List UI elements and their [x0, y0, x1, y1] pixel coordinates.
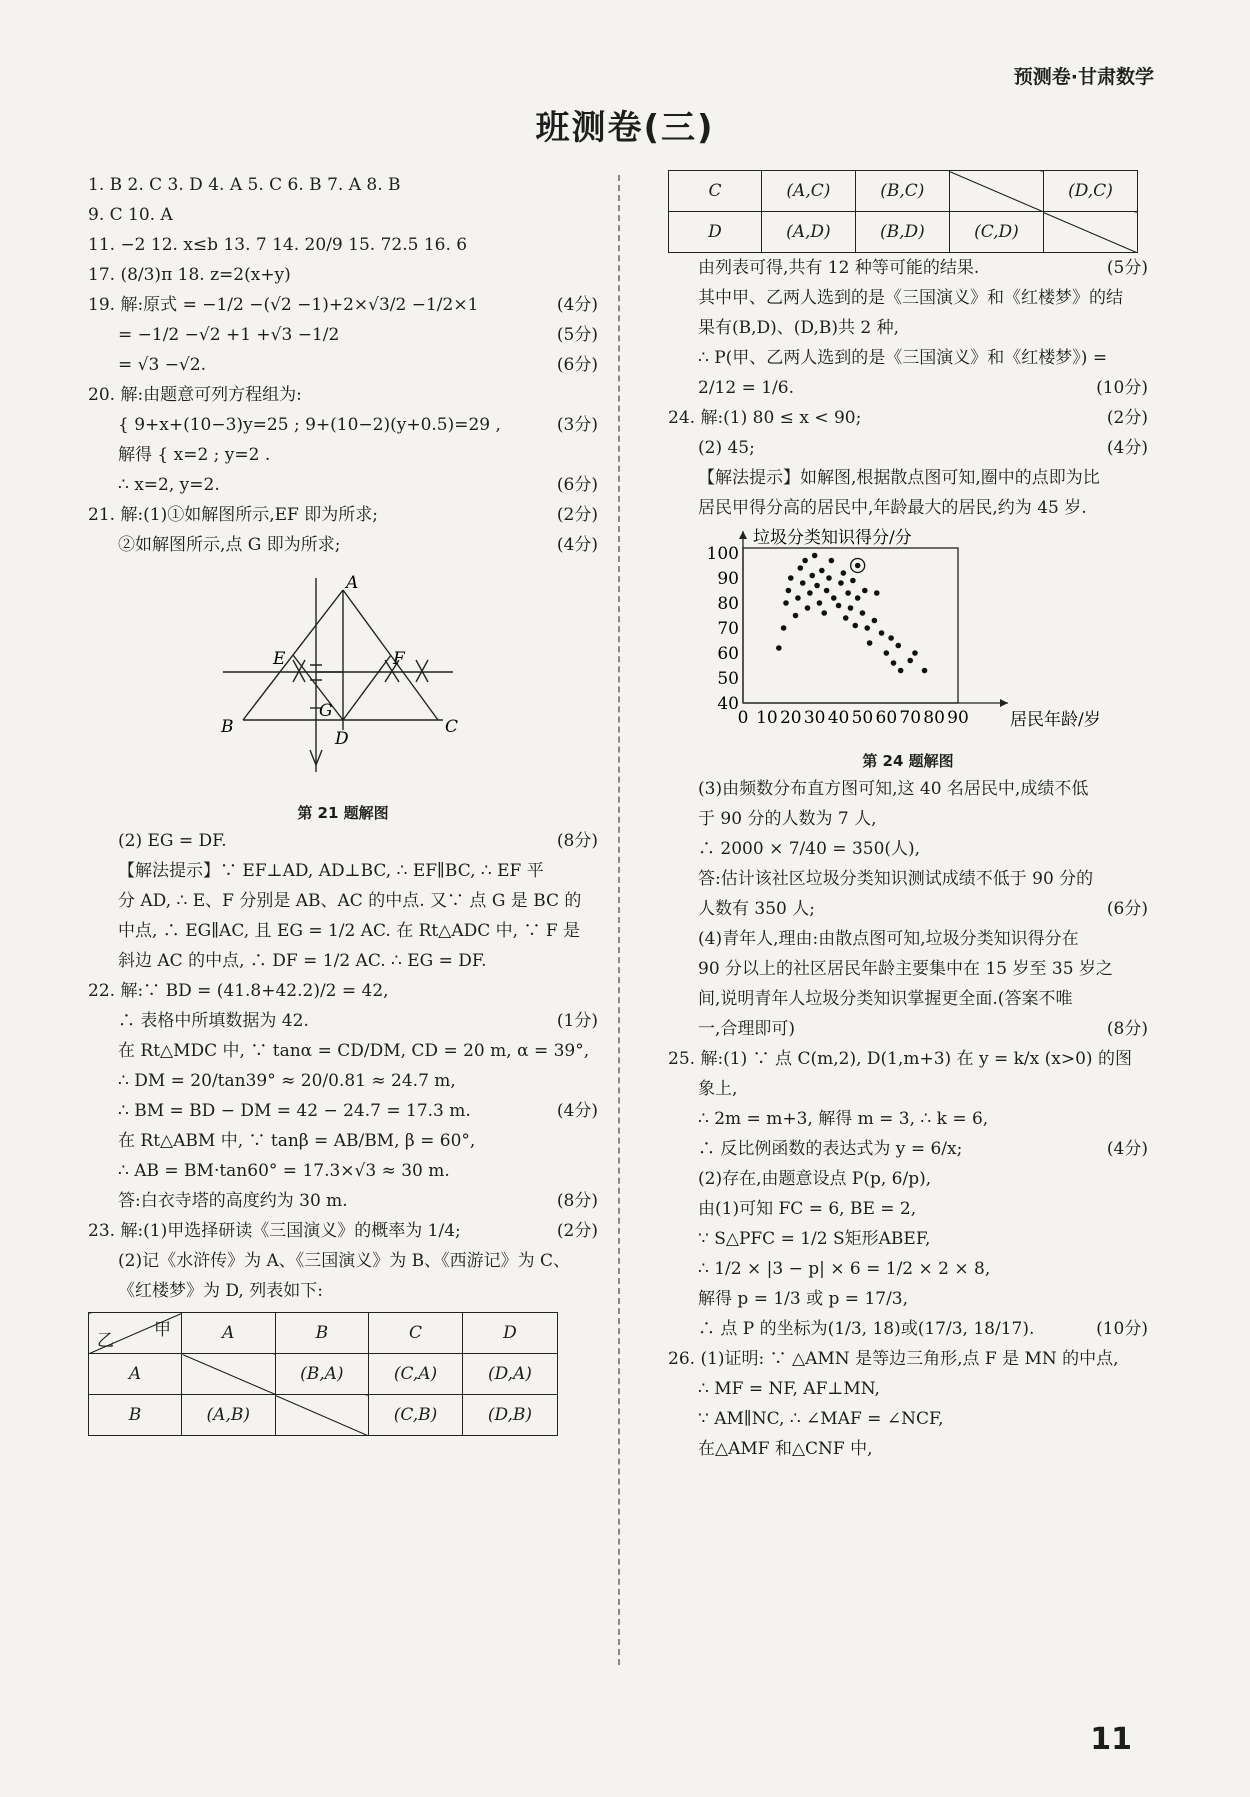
answer-text: 《红楼梦》为 D, 列表如下:: [118, 1281, 323, 1301]
answer-text: (2)存在,由题意设点 P(p, 6/p),: [698, 1169, 932, 1189]
table-cell: (B,D): [855, 212, 949, 253]
answer-line: [88, 1276, 598, 1306]
answer-text: ∴ x=2, y=2.: [118, 475, 220, 495]
answer-text: ∴ DM = 20/tan39° ≈ 20/0.81 ≈ 24.7 m,: [118, 1071, 456, 1091]
page-title: 班测卷(三): [535, 108, 715, 148]
y-axis-arrow: [739, 531, 747, 539]
answer-text: (3)由频数分布直方图可知,这 40 名居民中,成绩不低: [698, 779, 1089, 799]
answer-text: 26. (1)证明: ∵ △AMN 是等边三角形,点 F 是 MN 的中点,: [668, 1349, 1119, 1369]
answer-text: 中点, ∴ EG∥AC, 且 EG = 1/2 AC. 在 Rt△ADC 中, ∵ F 是: [118, 921, 581, 941]
answer-text: ∵ S△PFC = 1/2 S矩形ABEF,: [698, 1229, 931, 1249]
answer-text: 其中甲、乙两人选到的是《三国演义》和《红楼梦》的结: [698, 288, 1123, 308]
answer-line: [668, 1044, 1148, 1074]
table-cell: (B,C): [855, 171, 949, 212]
answer-text: ∵ AM∥NC, ∴ ∠MAF = ∠NCF,: [698, 1409, 944, 1429]
fig21-label-A: A: [346, 573, 359, 593]
scatter-point: [850, 578, 856, 584]
plot-frame: [743, 548, 958, 703]
scatter-point: [907, 658, 913, 664]
y-tick-label: 40: [717, 694, 739, 714]
table-cell: (C,A): [369, 1354, 463, 1395]
answer-text: 斜边 AC 的中点, ∴ DF = 1/2 AC. ∴ EG = DF.: [118, 951, 487, 971]
table-row-header: C: [669, 171, 762, 212]
answer-text: 【解法提示】∵ EF⊥AD, AD⊥BC, ∴ EF∥BC, ∴ EF 平: [118, 861, 544, 881]
x-tick-label: 10: [756, 708, 778, 728]
scatter-point: [872, 618, 878, 624]
table-cell: [1043, 212, 1137, 253]
scatter-point: [860, 610, 866, 616]
answer-text: 90 分以上的社区居民年龄主要集中在 15 岁至 35 岁之: [698, 959, 1113, 979]
figure-24-caption: 第 24 题解图: [862, 752, 954, 770]
answer-line: [88, 500, 598, 530]
answer-line: [88, 946, 598, 976]
answer-line: [668, 253, 1148, 283]
scatter-point: [895, 643, 901, 649]
answer-line: [668, 403, 1148, 433]
answer-line: [88, 1036, 598, 1066]
answer-text: ∴ MF = NF, AF⊥MN,: [698, 1379, 880, 1399]
answer-line: [668, 343, 1148, 373]
answer-text: 24. 解:(1) 80 ≤ x < 90;: [668, 408, 862, 428]
answer-text: 22. 解:∵ BD = (41.8+42.2)/2 = 42,: [88, 981, 389, 1001]
fig21-label-C: C: [445, 717, 459, 737]
answer-text: 解得 { x=2 ; y=2 .: [118, 445, 271, 465]
answer-line: [88, 1186, 598, 1216]
answer-text: 2/12 = 1/6.: [698, 378, 794, 398]
scatter-point: [888, 635, 894, 641]
answer-text: ∴ 点 P 的坐标为(1/3, 18)或(17/3, 18/17).: [698, 1319, 1035, 1339]
x-tick-label: 0: [737, 708, 749, 728]
table-col-header: B: [275, 1313, 369, 1354]
answer-text: (2) 45;: [698, 438, 755, 458]
scatter-point: [805, 605, 811, 611]
answer-line: [88, 856, 598, 886]
answer-text: 果有(B,D)、(D,B)共 2 种,: [698, 318, 900, 338]
answer-line: [88, 1096, 598, 1126]
answer-line: [668, 1074, 1148, 1104]
scatter-point: [843, 615, 849, 621]
x-tick-label: 70: [899, 708, 922, 728]
answer-text: 9. C 10. A: [88, 205, 173, 225]
answer-text: = −1/2 −√2 +1 +√3 −1/2: [118, 325, 340, 345]
answer-line: [668, 1194, 1148, 1224]
answer-line: [668, 313, 1148, 343]
answer-line: [88, 1066, 598, 1096]
answer-text: 在 Rt△MDC 中, ∵ tanα = CD/DM, CD = 20 m, α = 39°,: [118, 1041, 590, 1061]
answer-text: 居民甲得分高的居民中,年龄最大的居民,约为 45 岁.: [698, 498, 1087, 518]
scatter-point: [817, 600, 823, 606]
answer-line: [668, 1284, 1148, 1314]
answer-line: [88, 410, 598, 440]
y-axis-label: 垃圾分类知识得分/分: [753, 528, 912, 548]
answer-line: [88, 886, 598, 916]
x-tick-label: 20: [779, 708, 802, 728]
answer-text: 一,合理即可): [698, 1019, 796, 1039]
x-tick-label: 30: [803, 708, 826, 728]
scatter-point: [807, 590, 813, 596]
scatter-point: [874, 590, 880, 596]
score-points: (4分): [556, 1101, 598, 1121]
scatter-point: [776, 645, 782, 651]
figure-21-caption: 第 21 题解图: [297, 804, 389, 822]
x-tick-label: 50: [851, 708, 874, 728]
answer-line: [668, 1014, 1148, 1044]
table-corner: [89, 1313, 182, 1354]
answer-text: 答:白衣寺塔的高度约为 30 m.: [118, 1191, 348, 1211]
scatter-point: [814, 583, 820, 589]
answer-line: [668, 1314, 1148, 1344]
figure-21-drawing: [213, 560, 473, 790]
score-points: (4分): [556, 295, 598, 315]
scatter-point: [802, 558, 808, 564]
answer-text: (2) EG = DF.: [118, 831, 227, 851]
answer-text: ∴ 表格中所填数据为 42.: [118, 1011, 309, 1031]
answer-line: [668, 1404, 1148, 1434]
scatter-point: [864, 625, 870, 631]
corner-jia: 甲: [154, 1320, 171, 1340]
table-cell: (B,A): [275, 1354, 369, 1395]
table-cell: [275, 1395, 369, 1436]
answer-line: [668, 1344, 1148, 1374]
probability-table-right: [668, 170, 1138, 253]
table-row: [89, 1354, 558, 1395]
answer-line: [668, 954, 1148, 984]
page-number: 11: [1090, 1722, 1132, 1757]
answer-line: [88, 200, 598, 230]
scatter-point: [838, 580, 844, 586]
score-points: (10分): [1096, 378, 1148, 398]
answer-line: [668, 1254, 1148, 1284]
table-cell: (A,C): [762, 171, 856, 212]
fig21-label-E: E: [273, 649, 286, 669]
answer-line: [88, 470, 598, 500]
answer-text: { 9+x+(10−3)y=25 ; 9+(10−2)(y+0.5)=29 ,: [118, 415, 501, 435]
answer-text: ∴ 反比例函数的表达式为 y = 6/x;: [698, 1139, 963, 1159]
scatter-point: [845, 590, 851, 596]
table-cell: (D,B): [462, 1395, 557, 1436]
figure-24: [668, 523, 1148, 748]
answer-line: [668, 463, 1148, 493]
scatter-point: [781, 625, 787, 631]
scatter-point: [809, 573, 815, 579]
answer-text: 间,说明青年人垃圾分类知识掌握更全面.(答案不唯: [698, 989, 1073, 1009]
scatter-point: [793, 613, 799, 619]
answer-text: 象上,: [698, 1079, 738, 1099]
scatter-point: [786, 588, 792, 594]
table-col-header: D: [462, 1313, 557, 1354]
answer-text: 【解法提示】如解图,根据散点图可知,圈中的点即为比: [698, 468, 1100, 488]
left-answer-lines: [88, 170, 598, 560]
answer-text: = √3 −√2.: [118, 355, 206, 375]
left-answer-lines-2: [88, 826, 598, 1306]
answer-line: [88, 1126, 598, 1156]
x-tick-label: 90: [947, 708, 969, 728]
fig21-label-G: G: [319, 701, 333, 721]
answer-line: [668, 804, 1148, 834]
right-answer-lines-2: [668, 774, 1148, 1464]
answer-text: (4)青年人,理由:由散点图可知,垃圾分类知识得分在: [698, 929, 1079, 949]
scatter-point: [812, 553, 818, 559]
answer-line: [88, 1156, 598, 1186]
score-points: (4分): [1106, 1139, 1148, 1159]
table-row: [669, 212, 1138, 253]
table-cell: [949, 171, 1043, 212]
answer-text: 由(1)可知 FC = 6, BE = 2,: [698, 1199, 917, 1219]
table-cell: (C,D): [949, 212, 1043, 253]
answer-text: 由列表可得,共有 12 种等可能的结果.: [698, 258, 980, 278]
score-points: (5分): [556, 325, 598, 345]
answer-line: [88, 916, 598, 946]
answer-line: [88, 976, 598, 1006]
table-row-header: D: [669, 212, 762, 253]
x-axis-arrow: [1000, 699, 1008, 707]
corner-yi: 乙: [97, 1331, 114, 1351]
scatter-point: [884, 650, 890, 656]
x-tick-label: 80: [923, 708, 945, 728]
y-tick-label: 100: [706, 544, 739, 564]
y-tick-label: 60: [717, 644, 739, 664]
figure-21: [88, 560, 598, 800]
scatter-point: [831, 595, 837, 601]
answer-text: (2)记《水浒传》为 A、《三国演义》为 B、《西游记》为 C、: [118, 1251, 571, 1271]
score-points: (8分): [556, 831, 598, 851]
answer-line: [668, 493, 1148, 523]
answer-text: 25. 解:(1) ∵ 点 C(m,2), D(1,m+3) 在 y = k/x (x>0) 的图: [668, 1049, 1132, 1069]
answer-text: 1. B 2. C 3. D 4. A 5. C 6. B 7. A 8. B: [88, 175, 401, 195]
score-points: (8分): [1106, 1019, 1148, 1039]
answer-text: 人数有 350 人;: [698, 899, 815, 919]
answer-text: 解得 p = 1/3 或 p = 17/3,: [698, 1289, 909, 1309]
table-cell: (A,B): [182, 1395, 276, 1436]
score-points: (3分): [556, 415, 598, 435]
answer-line: [668, 834, 1148, 864]
answer-line: [668, 984, 1148, 1014]
answer-line: [88, 1246, 598, 1276]
scatter-point: [841, 570, 847, 576]
answer-line: [668, 1224, 1148, 1254]
y-tick-label: 50: [717, 669, 739, 689]
answer-line: [88, 170, 598, 200]
score-points: (4分): [1106, 438, 1148, 458]
answer-line: [88, 1006, 598, 1036]
scatter-point: [852, 623, 858, 629]
answer-line: [88, 440, 598, 470]
answer-text: 17. (8/3)π 18. z=2(x+y): [88, 265, 291, 285]
answer-line: [668, 894, 1148, 924]
right-column: [668, 170, 1148, 1464]
answer-line: [88, 826, 598, 856]
answer-text: 21. 解:(1)①如解图所示,EF 即为所求;: [88, 505, 378, 525]
answer-text: 19. 解:原式 = −1/2 −(√2 −1)+2×√3/2 −1/2×1: [88, 295, 479, 315]
answer-line: [668, 433, 1148, 463]
answer-line: [88, 230, 598, 260]
y-tick-label: 80: [717, 594, 739, 614]
scatter-point: [800, 580, 806, 586]
answer-text: ∴ AB = BM·tan60° = 17.3×√3 ≈ 30 m.: [118, 1161, 450, 1181]
score-points: (2分): [1106, 408, 1148, 428]
answer-line: [668, 774, 1148, 804]
scatter-point: [855, 595, 861, 601]
fig21-label-F: F: [393, 649, 405, 669]
score-points: (1分): [556, 1011, 598, 1031]
answer-line: [668, 283, 1148, 313]
answer-line: [668, 1374, 1148, 1404]
answer-text: ∴ 2m = m+3, 解得 m = 3, ∴ k = 6,: [698, 1109, 989, 1129]
answer-text: 在△AMF 和△CNF 中,: [698, 1439, 873, 1459]
scatter-point: [821, 610, 827, 616]
column-divider: [618, 175, 620, 1665]
scatter-point: [798, 565, 804, 571]
score-points: (6分): [556, 475, 598, 495]
scatter-point: [848, 605, 854, 611]
x-tick-label: 60: [875, 708, 898, 728]
left-column: [88, 170, 598, 1436]
score-points: (5分): [1106, 258, 1148, 278]
table-cell: (C,B): [369, 1395, 463, 1436]
answer-text: ②如解图所示,点 G 即为所求;: [118, 535, 341, 555]
answer-text: 11. −2 12. x≤b 13. 7 14. 20/9 15. 72.5 16. 6: [88, 235, 468, 255]
y-tick-label: 90: [717, 569, 739, 589]
answer-text: 于 90 分的人数为 7 人,: [698, 809, 877, 829]
answer-line: [668, 1134, 1148, 1164]
table-col-header: C: [369, 1313, 463, 1354]
x-tick-label: 40: [827, 708, 850, 728]
answer-line: [88, 260, 598, 290]
answer-line: [668, 1434, 1148, 1464]
score-points: (4分): [556, 535, 598, 555]
right-answer-lines: [668, 253, 1148, 523]
answer-line: [88, 350, 598, 380]
scatter-point: [891, 660, 897, 666]
scatter-point: [795, 595, 801, 601]
fig21-label-D: D: [335, 729, 349, 749]
score-points: (2分): [556, 1221, 598, 1241]
table-row: [669, 171, 1138, 212]
answer-line: [668, 373, 1148, 403]
score-points: (8分): [556, 1191, 598, 1211]
table-row-header: A: [89, 1354, 182, 1395]
answer-line: [88, 290, 598, 320]
scatter-point: [819, 568, 825, 574]
table-cell: (D,A): [462, 1354, 557, 1395]
scatter-point: [898, 668, 904, 674]
score-points: (6分): [1106, 899, 1148, 919]
scatter-point: [836, 603, 842, 609]
x-axis-label: 居民年龄/岁: [1010, 710, 1101, 730]
table-cell: (A,D): [762, 212, 856, 253]
answer-text: 在 Rt△ABM 中, ∵ tanβ = AB/BM, β = 60°,: [118, 1131, 476, 1151]
table-row-header: B: [89, 1395, 182, 1436]
answer-line: [668, 864, 1148, 894]
fig21-label-B: B: [221, 717, 234, 737]
answer-text: ∴ 2000 × 7/40 = 350(人),: [698, 839, 921, 859]
answer-text: ∴ BM = BD − DM = 42 − 24.7 = 17.3 m.: [118, 1101, 471, 1121]
scatter-point: [922, 668, 928, 674]
page-header: 预测卷·甘肃数学: [1013, 66, 1154, 88]
scatter-point: [862, 588, 868, 594]
scatter-chart: [698, 523, 1118, 743]
answer-text: 23. 解:(1)甲选择研读《三国演义》的概率为 1/4;: [88, 1221, 461, 1241]
answer-text: 分 AD, ∴ E、F 分别是 AB、AC 的中点. 又∵ 点 G 是 BC 的: [118, 891, 582, 911]
answer-text: 20. 解:由题意可列方程组为:: [88, 385, 302, 405]
scatter-point: [783, 600, 789, 606]
table-cell: (D,C): [1043, 171, 1137, 212]
scatter-point: [829, 558, 835, 564]
scatter-point: [867, 640, 873, 646]
answer-text: ∴ P(甲、乙两人选到的是《三国演义》和《红楼梦》) =: [698, 348, 1108, 368]
answer-text: 答:估计该社区垃圾分类知识测试成绩不低于 90 分的: [698, 869, 1094, 889]
y-tick-label: 70: [717, 619, 739, 639]
score-points: (10分): [1096, 1319, 1148, 1339]
answer-line: [88, 320, 598, 350]
answer-line: [88, 1216, 598, 1246]
probability-table-left: [88, 1312, 558, 1436]
highlighted-point: [855, 563, 861, 569]
answer-text: ∴ 1/2 × |3 − p| × 6 = 1/2 × 2 × 8,: [698, 1259, 991, 1279]
scatter-point: [879, 630, 885, 636]
scatter-point: [912, 650, 918, 656]
scatter-point: [824, 588, 830, 594]
table-col-header: A: [182, 1313, 276, 1354]
answer-line: [668, 924, 1148, 954]
score-points: (2分): [556, 505, 598, 525]
answer-line: [668, 1104, 1148, 1134]
answer-line: [88, 530, 598, 560]
table-header-row: [89, 1313, 558, 1354]
table-cell: [182, 1354, 276, 1395]
scatter-point: [788, 575, 794, 581]
answer-line: [88, 380, 598, 410]
table-row: [89, 1395, 558, 1436]
answer-line: [668, 1164, 1148, 1194]
score-points: (6分): [556, 355, 598, 375]
scatter-point: [826, 575, 832, 581]
